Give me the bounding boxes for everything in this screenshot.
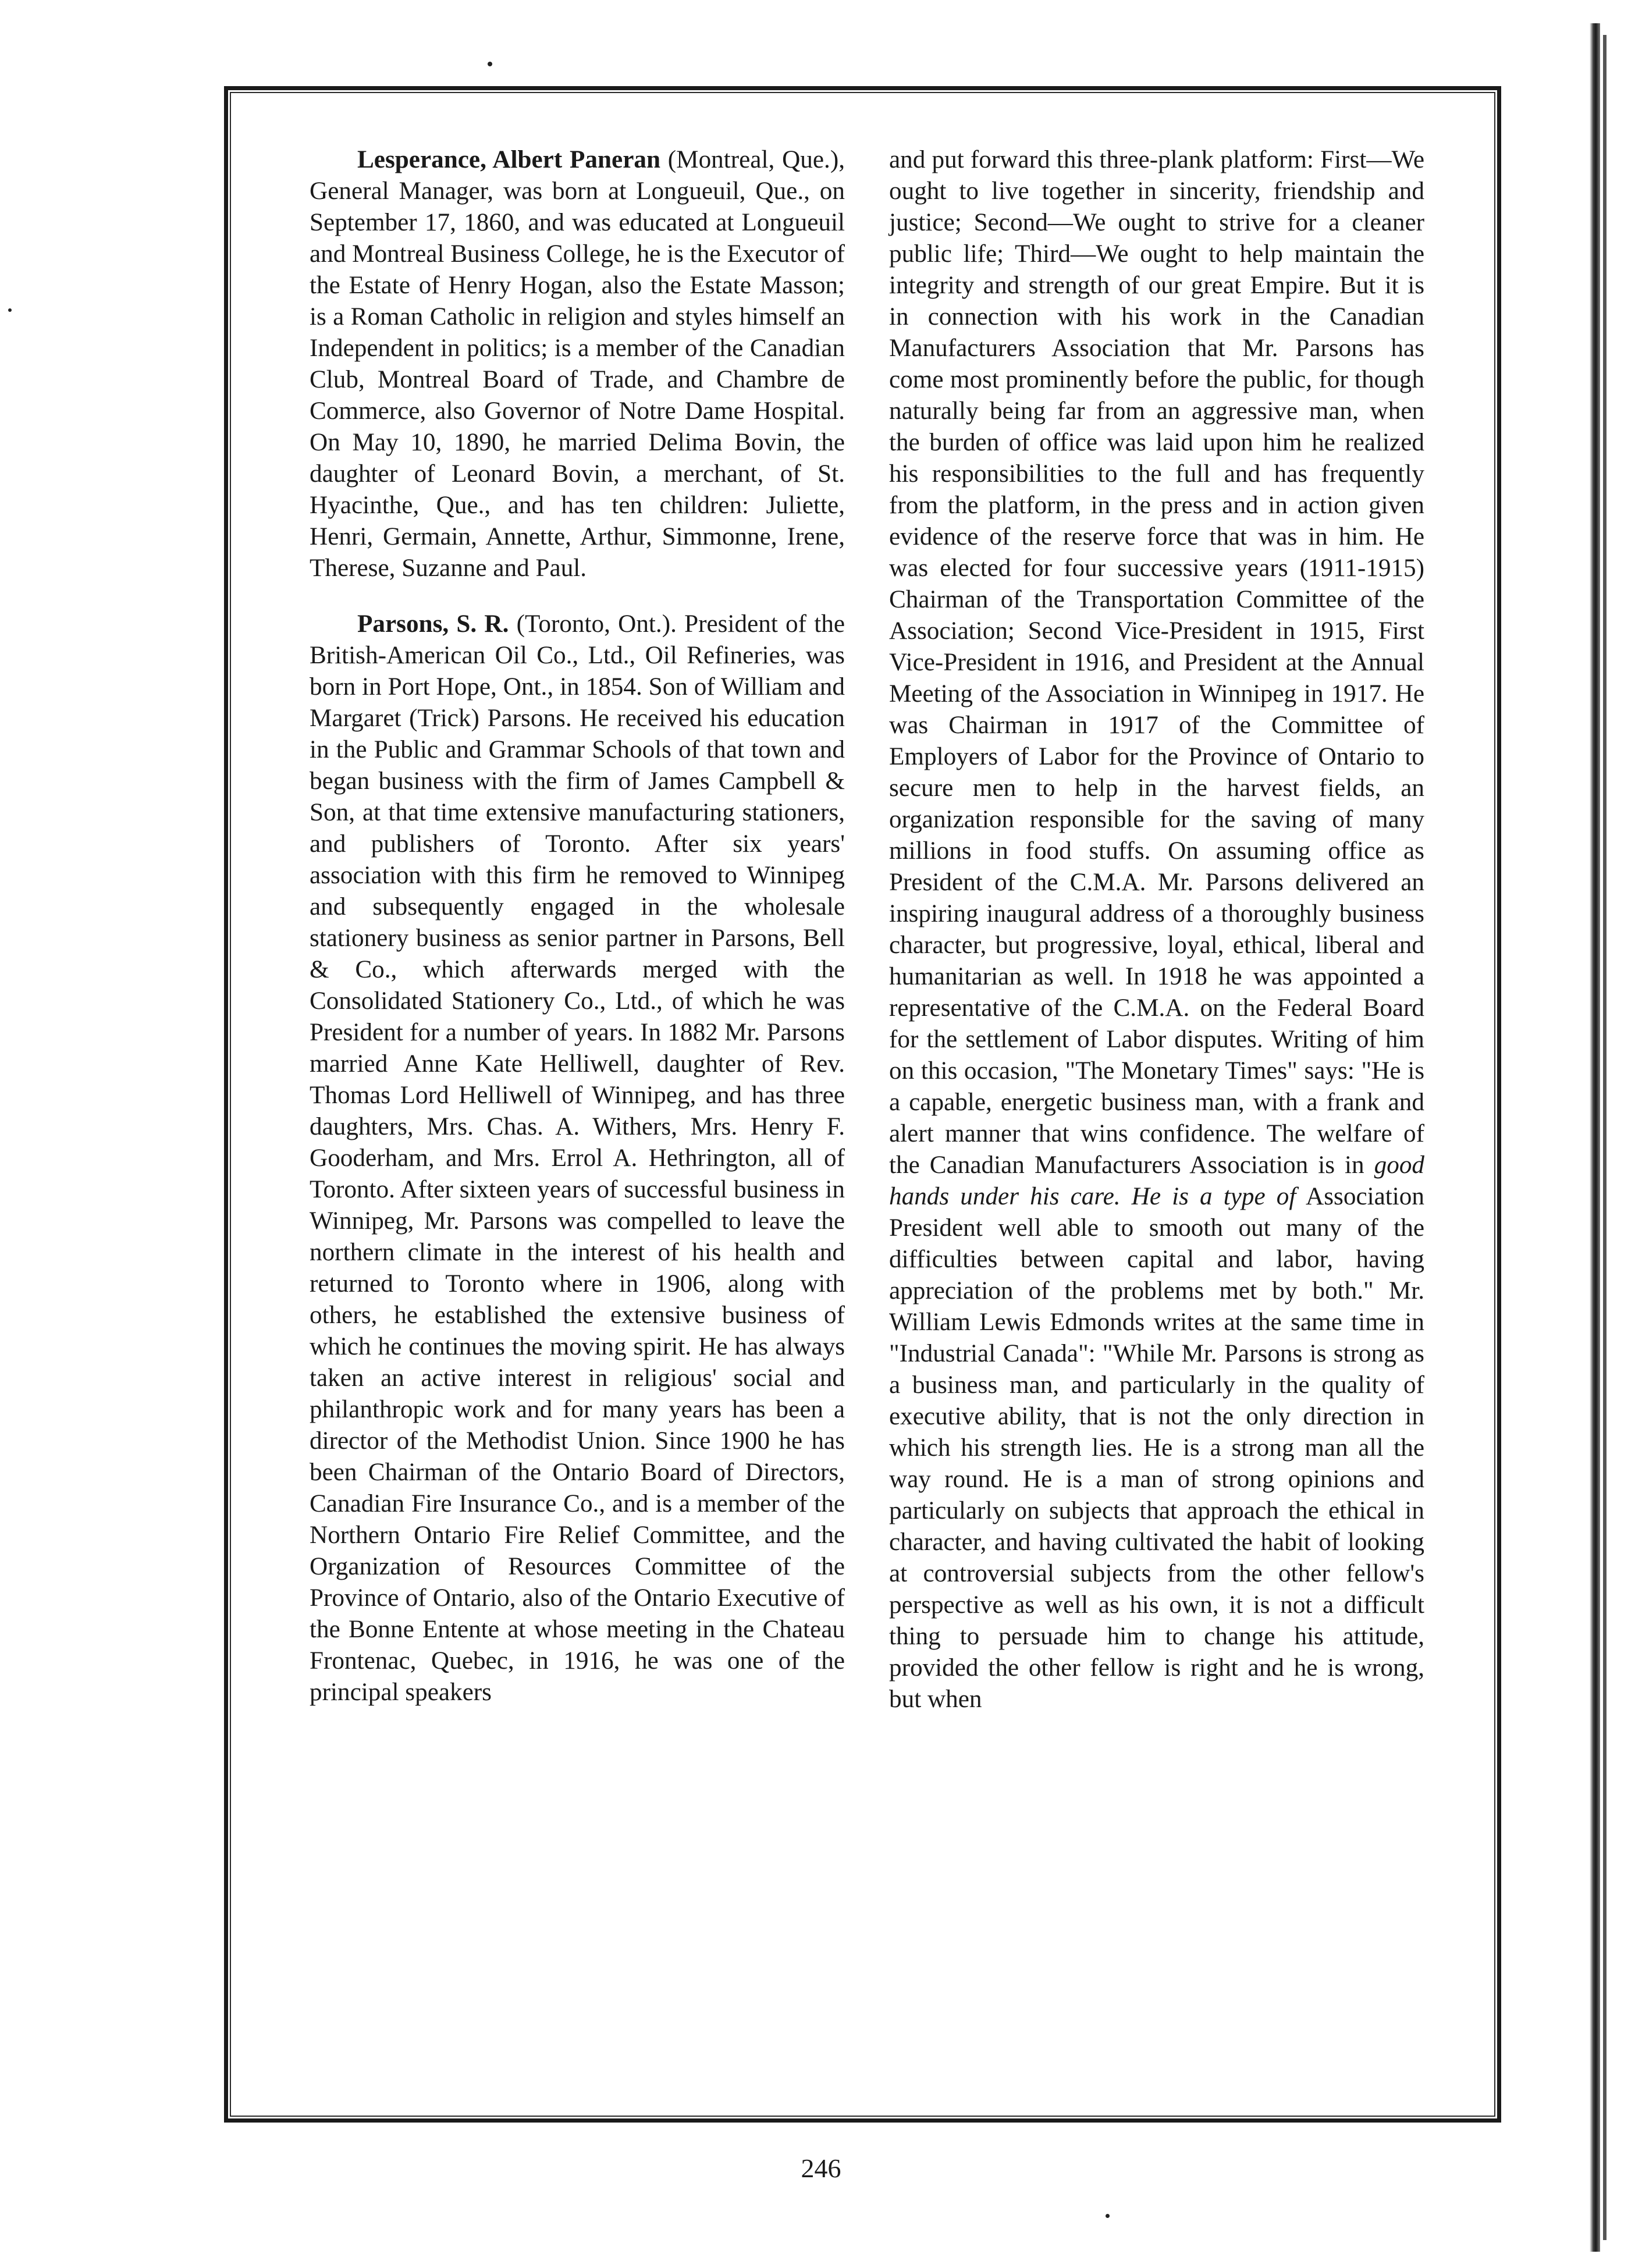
entry-parsons-continued [889,144,1424,1715]
right-column [889,144,1424,1715]
right-text-part1: and put forward this three-plank platform: First—We ought to live together in sincerity, friendship and justice; Second—We ought to strive for a cleaner public life; Third—We ought to help maintain the integrity and strength of our great Empire. But it is in connection with his work in the Canadian Manufacturers Association that Mr. Parsons has come most prominently before the public, for though naturally being far from an aggressive man, when the burden of office was laid upon him he realized his responsibilities to the full and has frequently from the platform, in the press and in action given evidence of the reserve force that was in him. He was elected for four successive years (1911-1915) Chairman of the Transportation Committee of the Association; Second Vice-President in 1915, First Vice-President in 1916, and President at the Annual Meeting of the Association in Winnipeg in 1917. He was Chairman in 1917 of the Committee of Employers of Labor for the Province of Ontario to secure men to help in the harvest fields, an organization responsible for the saving of many millions in food stuffs. On assuming office as President of the C.M.A. Mr. Parsons delivered an inspiring inaugural address of a thoroughly business character, but progressive, loyal, ethical, liberal and humanitarian as well. In 1918 he was appointed a representative of the C.M.A. on the Federal Board for the settlement of Labor disputes. Writing of him on this occasion, "The Monetary Times" says: "He is a capable, energetic business man, with a frank and alert manner that wins confidence. The welfare of the Canadian Manufacturers Association is in [889,146,1424,1179]
entry-name-parsons: Parsons, S. R. [357,610,509,638]
book-binding-edge-shadow [1603,35,1607,2240]
book-binding-edge [1590,23,1600,2252]
right-text-part2: Association President well able to smooth out many of the difficulties between capital and labor, having appreciation of the problems met by both." Mr. William Lewis Edmonds writes at the same time in "Industrial Canada": "While Mr. Parsons is strong as a business man, and particularly in the quality of executive ability, that is not the only direction in which his strength lies. He is a strong man all the way round. He is a man of strong opinions and particularly on subjects that approach the ethical in character, and having cultivated the habit of looking at controversial subjects from the other fellow's perspective as well as his own, it is not a difficult thing to persuade him to change his attitude, provided the other fellow is right and he is wrong, but when [889,1183,1424,1713]
page-number: 246 [801,2153,841,2183]
entry-text-parsons: (Toronto, Ont.). President of the British-American Oil Co., Ltd., Oil Refineries, was born in Port Hope, Ont., in 1854. Son of William and Margaret (Trick) Parsons. He received his education in the Public and Grammar Schools of that town and began business with the firm of James Campbell & Son, at that time extensive manufacturing stationers, and publishers of Toronto. After six years' association with this firm he removed to Winnipeg and subsequently engaged in the wholesale stationery business as senior partner in Parsons, Bell & Co., which afterwards merged with the Consolidated Stationery Co., Ltd., of which he was President for a number of years. In 1882 Mr. Parsons married Anne Kate Helliwell, daughter of Rev. Thomas Lord Helliwell of Winnipeg, and has three daughters, Mrs. Chas. A. Withers, Mrs. Henry F. Gooderham, and Mrs. Errol A. Hethrington, all of Toronto. After sixteen years of successful business in Winnipeg, Mr. Parsons was compelled to leave the northern climate in the interest of his health and returned to Toronto where in 1906, along with others, he established the extensive business of which he continues the moving spirit. He has always taken an active interest in religious' social and philanthropic work and for many years has been a director of the Methodist Union. Since 1900 he has been Chairman of the Ontario Board of Directors, Canadian Fire Insurance Co., and is a member of the Northern Ontario Fire Relief Committee, and the Organization of Resources Committee of the Province of Ontario, also of the Ontario Executive of the Bonne Entente at whose meeting in the Chateau Frontenac, Quebec, in 1916, he was one of the principal speakers [310,610,845,1706]
left-column [310,144,845,1708]
entry-parsons [310,609,845,1708]
right-text-italic: good hands under his care. He is a type of [889,1151,1424,1210]
entry-name-lesperance: Lesperance, Albert Paneran [357,146,660,173]
scan-speck [8,308,12,312]
scan-speck [1106,2214,1110,2218]
entry-text-lesperance: (Montreal, Que.), General Manager, was born at Longueuil, Que., on September 17, 1860, and was educated at Longueuil and Montreal Business College, he is the Executor of the Estate of Henry Hogan, also the Estate Masson; is a Roman Catholic in religion and styles himself an Independent in politics; is a member of the Canadian Club, Montreal Board of Trade, and Chambre de Commerce, also Governor of Notre Dame Hospital. On May 10, 1890, he married Delima Bovin, the daughter of Leonard Bovin, a merchant, of St. Hyacinthe, Que., and has ten children: Juliette, Henri, Germain, Annette, Arthur, Simmonne, Irene, Therese, Suzanne and Paul. [310,146,845,582]
entry-lesperance [310,144,845,584]
scan-speck [488,62,492,66]
